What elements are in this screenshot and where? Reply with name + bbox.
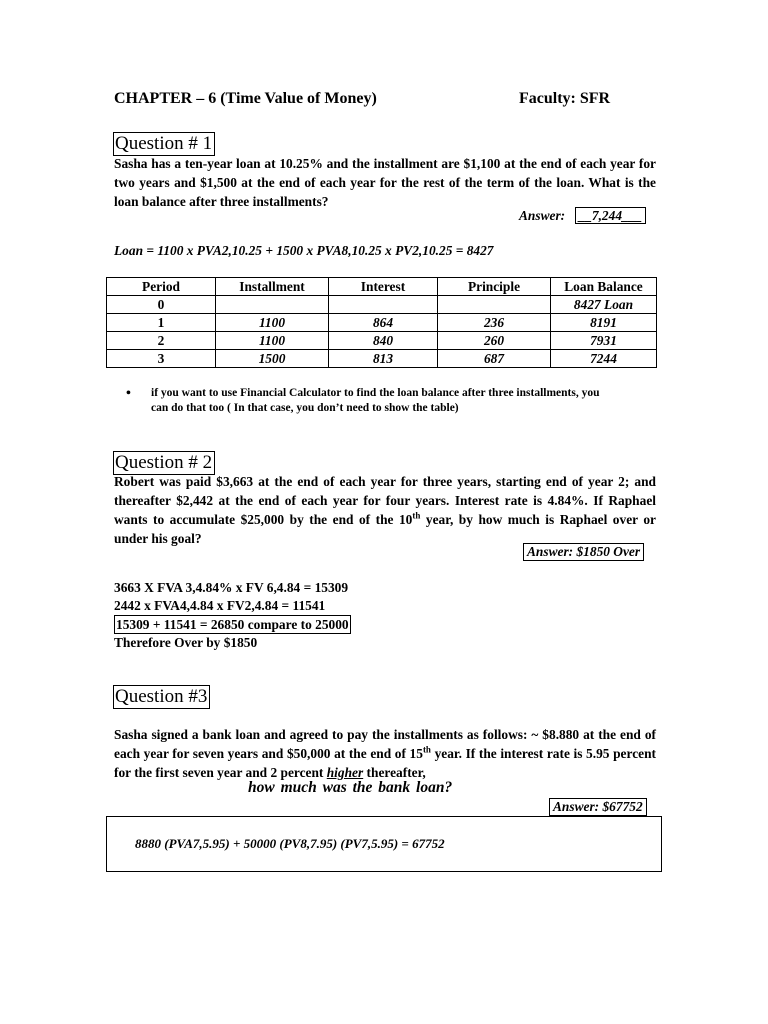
cell: 864 (329, 314, 438, 332)
question-2-answer: Answer: $1850 Over (523, 543, 644, 561)
cell (216, 296, 329, 314)
faculty-label: Faculty: SFR (519, 90, 611, 107)
note-line: if you want to use Financial Calculator to find the loan balance after three installments, you (151, 387, 600, 399)
question-1-heading: Question # 1 (113, 132, 215, 156)
question-3-prompt: how much was the bank loan? (248, 779, 453, 796)
question-1-answer (519, 208, 646, 224)
table-row (107, 350, 657, 368)
cell: 8191 (551, 314, 657, 332)
page-header (114, 90, 634, 108)
question-1-formula: Loan = 1100 x PVA2,10.25 + 1500 x PVA8,10.25 x PV2,10.25 = 8427 (114, 243, 494, 258)
cell: 0 (107, 296, 216, 314)
text-part: year. If the interest rate is 5.95 percent for the first seven year and 2 percent (114, 746, 656, 780)
calculator-note (151, 386, 671, 416)
loan-table (106, 277, 657, 368)
col-loan-balance: Loan Balance (551, 278, 657, 296)
question-3-heading: Question #3 (113, 685, 210, 709)
note-line: can do that too ( In that case, you don’t need to show the table) (151, 402, 459, 414)
col-period: Period (107, 278, 216, 296)
emphasis-text: higher (326, 765, 364, 780)
cell: 3 (107, 350, 216, 368)
cell: 687 (438, 350, 551, 368)
cell: 813 (329, 350, 438, 368)
table-row (107, 296, 657, 314)
cell: 260 (438, 332, 551, 350)
cell (438, 296, 551, 314)
col-installment: Installment (216, 278, 329, 296)
calc-line: 2442 x FVA4,4.84 x FV2,4.84 = 11541 (114, 598, 326, 613)
question-2-heading: Question # 2 (113, 451, 215, 475)
text-part: year, by how much is Raphael over or under his goal? (114, 512, 656, 546)
table-row (107, 314, 657, 332)
cell: 8427 Loan (551, 296, 657, 314)
cell: 7931 (551, 332, 657, 350)
cell (329, 296, 438, 314)
table-header-row (107, 278, 657, 296)
calc-line: Therefore Over by $1850 (114, 635, 258, 650)
col-principle: Principle (438, 278, 551, 296)
bullet-icon: • (126, 386, 131, 401)
question-3-answer: Answer: $67752 (549, 798, 647, 816)
cell: 1100 (216, 314, 329, 332)
question-2-text (114, 472, 656, 548)
answer-label: Answer: (519, 208, 566, 223)
question-2-calculation (114, 579, 351, 652)
cell: 1500 (216, 350, 329, 368)
cell: 1 (107, 314, 216, 332)
cell: 236 (438, 314, 551, 332)
cell: 2 (107, 332, 216, 350)
superscript: th (422, 744, 431, 755)
question-3-formula: 8880 (PVA7,5.95) + 50000 (PV8,7.95) (PV7,5.95) = 67752 (135, 836, 445, 851)
cell: 840 (329, 332, 438, 350)
superscript: th (412, 510, 421, 521)
cell: 7244 (551, 350, 657, 368)
cell: 1100 (216, 332, 329, 350)
calc-line-boxed: 15309 + 11541 = 26850 compare to 25000 (116, 617, 349, 632)
col-interest: Interest (329, 278, 438, 296)
question-3-text (114, 725, 656, 782)
text-part: thereafter, (363, 765, 426, 780)
calc-line: 3663 X FVA 3,4.84% x FV 6,4.84 = 15309 (114, 580, 349, 595)
table-row (107, 332, 657, 350)
answer-value: __7,244___ (575, 207, 647, 224)
question-3-solution-box (106, 816, 662, 872)
chapter-title: CHAPTER – 6 (Time Value of Money) (114, 90, 377, 107)
text-part: Robert was paid $3,663 at the end of each year for three years, starting end of year 2; and thereafter $2,442 at the end of each year for four years. Interest rate is 4.84%. If Raphael wants to accumulate $25,000 by the end of the 10 (114, 474, 656, 527)
question-1-text: Sasha has a ten-year loan at 10.25% and the installment are $1,100 at the end of each year for two years and $1,500 at the end of each year for the rest of the term of the loan. What is the loan balance after three installments? (114, 156, 656, 209)
text-part: Sasha signed a bank loan and agreed to pay the installments as follows: ~ $8.880 at the end of each year for seven years and $50,000 at the end of 15 (114, 727, 656, 761)
